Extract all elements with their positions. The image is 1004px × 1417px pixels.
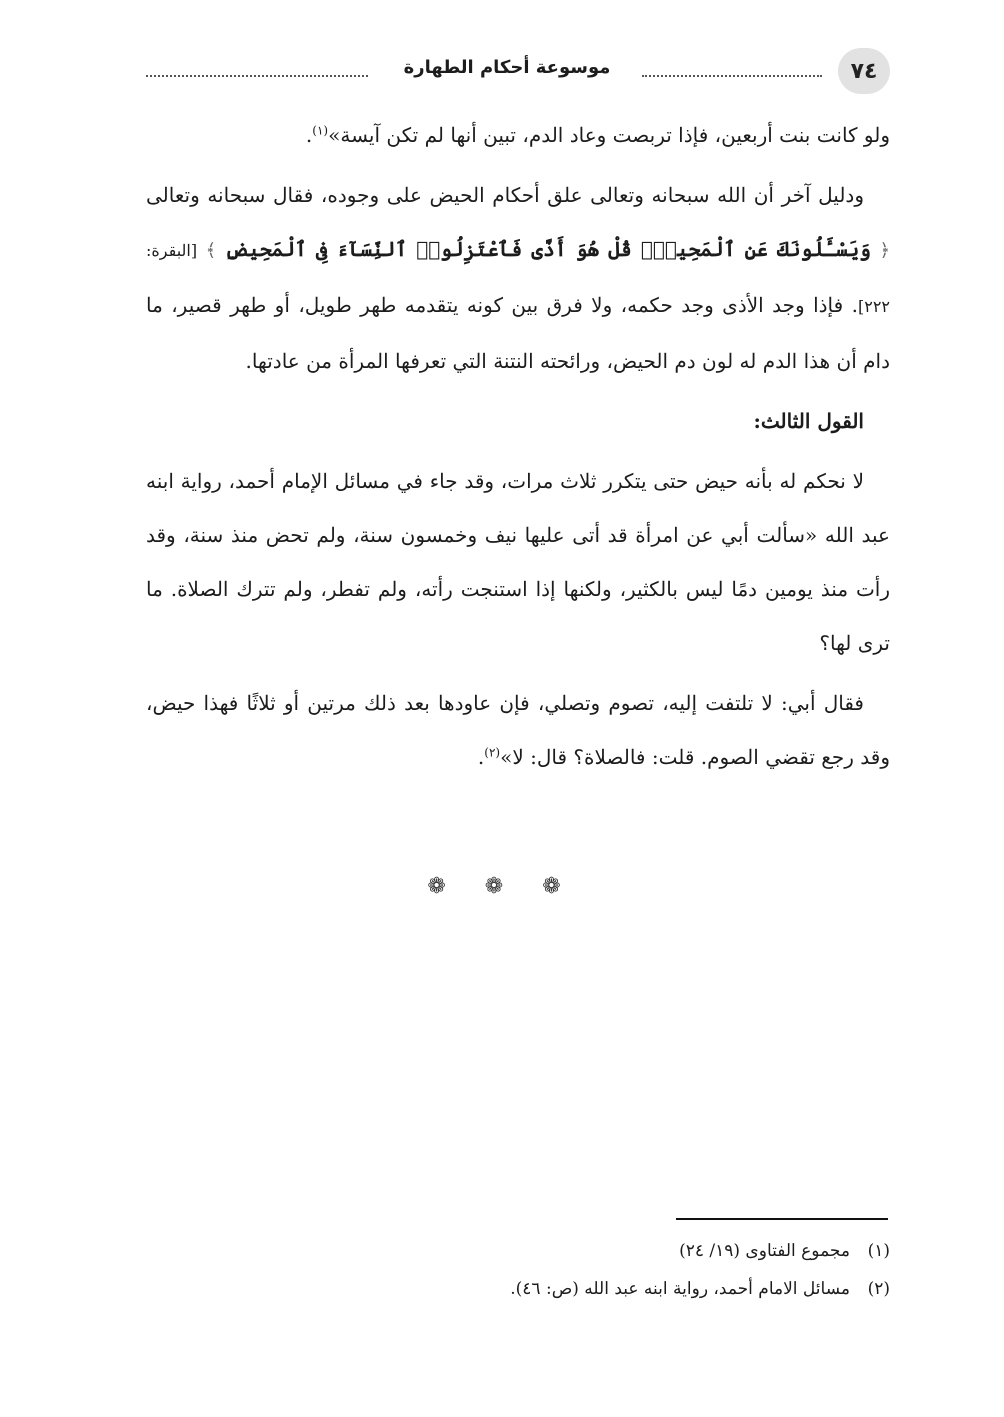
running-header bbox=[146, 48, 890, 94]
quran-bracket-close-icon: ﴾ bbox=[205, 240, 217, 261]
paragraph-2: ودليل آخر أن الله سبحانه وتعالى علق أحكام الحيض على وجوده، فقال سبحانه وتعالى ﴿ وَيَسْـَٔلُونَكَ عَنِ ٱلْمَحِيضِۖ قُلْ هُوَ أَذًى فَٱعْتَزِلُوا۟ ٱلنِّسَآءَ فِى ٱلْمَحِيضِ ﴾ [البقرة: ٢٢٢]. فإذا وجد الأذى وجد حكمه، ولا فرق بين كونه يتقدمه طهر طويل، أو طهر قصير، ما دام أن هذا الدم له لون دم الحيض، ورائحته النتنة التي تعرفها المرأة من عادتها. bbox=[146, 183, 891, 373]
footnote-ref-2: (٢) bbox=[484, 745, 501, 760]
quran-bracket-open-icon: ﴿ bbox=[879, 240, 891, 261]
section-separator-ornament: ❁ ❁ ❁ bbox=[427, 874, 577, 899]
footnotes bbox=[146, 1232, 890, 1308]
header-dotted-leader-left bbox=[146, 75, 368, 77]
header-dotted-leader-right bbox=[642, 75, 822, 77]
section-heading: القول الثالث: bbox=[753, 409, 864, 433]
footnote-1: (١)مجموع الفتاوى (١٩/ ٢٤) bbox=[679, 1241, 890, 1261]
paragraph-1: ولو كانت بنت أربعين، فإذا تربصت وعاد الدم، تبين أنها لم تكن آيسة»$^{(١)}$. bbox=[305, 123, 890, 147]
paragraph-3: لا نحكم له بأنه حيض حتى يتكرر ثلاث مرات، وقد جاء في مسائل الإمام أحمد، رواية ابنه عبد الله «سألت أبي عن امرأة قد أتى عليها نيف وخمسون سنة، ولم تحض منذ سنة، وقد رأت منذ يومين دمًا ليس بالكثير، ولكنها إذا استنجت رأته، ولم تفطر، ولم تترك الصلاة. ما ترى لها؟ bbox=[146, 469, 890, 655]
page-number-badge: ٧٤ bbox=[838, 48, 890, 94]
quran-verse: وَيَسْـَٔلُونَكَ عَنِ ٱلْمَحِيضِۖ قُلْ هُوَ أَذًى فَٱعْتَزِلُوا۟ ٱلنِّسَآءَ فِى ٱلْمَحِيضِ bbox=[224, 237, 871, 261]
body-text bbox=[146, 108, 890, 790]
footnote-divider bbox=[676, 1218, 888, 1220]
verse-reference: [البقرة: ٢٢٢] bbox=[146, 241, 890, 316]
paragraph-4: فقال أبي: لا تلتفت إليه، تصوم وتصلي، فإن عاودها بعد ذلك مرتين أو ثلاثًا فهذا حيض، وقد رجع تقضي الصوم. قلت: فالصلاة؟ قال: لا»$^{(٢)}$. bbox=[146, 691, 890, 769]
footnote-2: (٢)مسائل الامام أحمد، رواية ابنه عبد الله (ص: ٤٦). bbox=[510, 1279, 890, 1299]
header-book-title: موسوعة أحكام الطهارة bbox=[403, 57, 611, 78]
footnote-ref-1: (١) bbox=[312, 123, 329, 138]
